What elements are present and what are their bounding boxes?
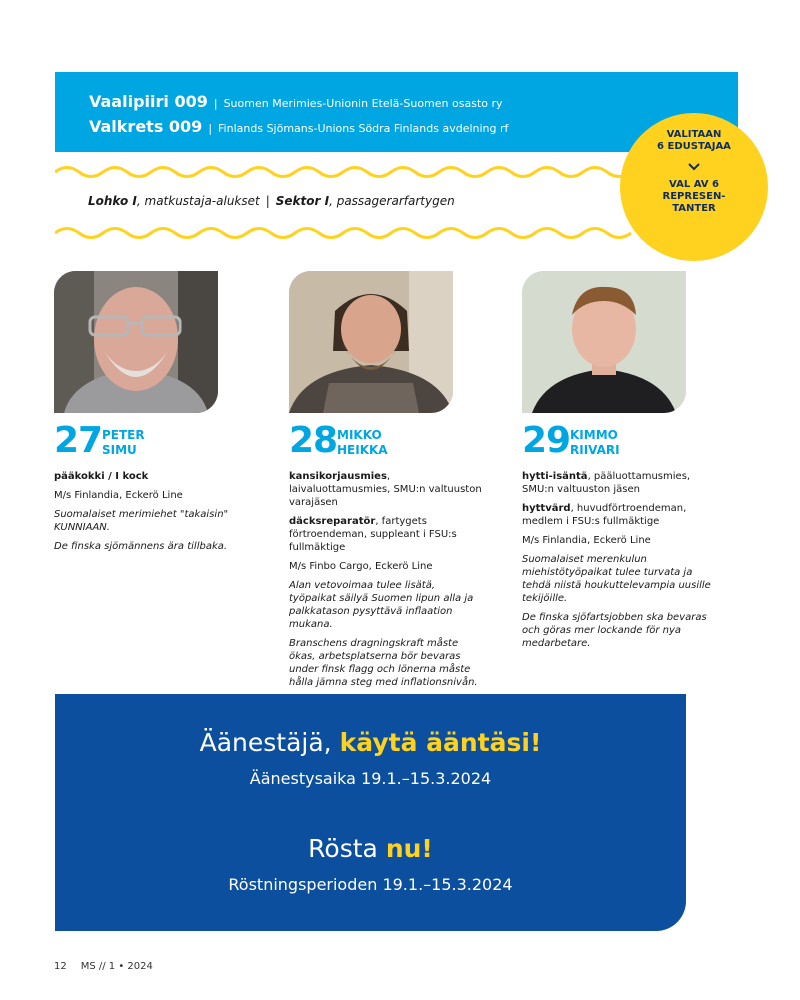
sector-line [88,194,455,208]
candidate-role-sv [289,515,485,554]
vote-heading-fi [55,728,686,757]
candidate-photo-29 [522,271,686,413]
candidate-name [570,428,650,458]
badge-sv [620,179,768,215]
chevron-down-icon [688,163,700,171]
vote-heading-sv-emphasis: nu! [385,834,433,863]
candidate-photo-28 [289,271,453,413]
badge-fi-line1: VALITAAN [666,129,722,140]
vote-heading-fi-pre: Äänestäjä, [199,728,340,757]
candidate-quote-fi: Suomalaiset merimiehet "takaisin" KUNNIAAN. [54,509,229,533]
candidate-role-desc: , pääluottamusmies, SMU:n valtuuston jäsen [522,471,691,495]
sector-fi-text: , matkustaja-alukset [136,194,260,208]
vote-period-fi: Äänestysaika 19.1.–15.3.2024 [249,769,492,788]
sector-sv-label: Sektor I [275,194,330,208]
banner-title-sv: Valkrets 009 [89,117,203,136]
candidate-last-name: RIIVARI [570,443,620,457]
badge-fi-line2: 6 EDUSTAJAA [657,141,731,152]
candidate-details [289,470,485,695]
banner-separator: | [208,122,213,135]
candidate-quote-sv: Branschens dragningskraft måste ökas, arbetsplatserna bör bevaras under finsk flagg och lönerna måste hålla jämna steg med inflationsnivån. [289,638,478,688]
candidate-name [102,428,182,458]
candidate-ship: M/s Finlandia, Eckerö Line [522,535,651,546]
candidate-role-title: pääkokki / I kock [54,471,149,482]
badge-sv-line2: REPRESEN- [662,191,726,202]
banner-subtitle-fi: Suomen Merimies-Unionin Etelä-Suomen osasto ry [223,97,503,110]
candidate-last-name: SIMU [102,443,137,457]
badge-sv-line3: TANTER [672,203,716,214]
portrait-image [522,271,686,413]
candidate-quote-fi: Suomalaiset merenkulun miehistötyöpaikat tulee turvata ja tehdä niistä houkuttelevampia uusille tekijöille. [522,554,711,604]
candidate-first-name: MIKKO [337,428,382,442]
candidate-quote-sv: De finska sjömännens ära tillbaka. [54,541,228,552]
candidate-role [522,470,718,496]
vote-heading-sv-pre: Rösta [308,834,386,863]
sector-sv-text: , passagerarfartygen [329,194,455,208]
banner-separator: | [213,97,218,110]
vote-panel [55,694,686,931]
candidate-last-name: HEIKKA [337,443,388,457]
page-footer [54,961,153,972]
candidate-role-title-sv: däcksreparatör [289,516,376,527]
banner-title-fi: Vaalipiiri 009 [89,92,208,111]
banner-subtitle-sv: Finlands Sjömans-Unions Södra Finlands avdelning rf [218,122,509,135]
portrait-image [54,271,218,413]
candidate-quote-sv: De finska sjöfartsjobben ska bevaras och göras mer lockande för nya medarbetare. [522,612,707,649]
candidate-number: 29 [522,420,571,461]
candidate-photo-27 [54,271,218,413]
candidate-role-title-sv: hyttvärd [522,503,571,514]
candidate-first-name: KIMMO [570,428,618,442]
issue-label: MS // 1 • 2024 [80,961,153,972]
representatives-badge [620,113,768,261]
candidate-role-title: hytti-isäntä [522,471,588,482]
badge-sv-line1: VAL AV 6 [669,179,719,190]
candidate-details [54,470,250,559]
candidate-ship: M/s Finbo Cargo, Eckerö Line [289,561,433,572]
banner-row-fi [89,92,503,111]
portrait-image [289,271,453,413]
candidate-number: 27 [54,420,103,461]
candidate-details [522,470,718,656]
sector-separator: | [265,194,270,208]
candidate-name [337,428,417,458]
page-number: 12 [54,961,67,972]
candidate-role-sv [522,502,718,528]
candidate-number: 28 [289,420,338,461]
candidate-quote-fi: Alan vetovoimaa tulee lisätä, työpaikat säilyä Suomen lipun alla ja palkkatason pysyttävä inflaation mukana. [289,580,474,630]
banner-row-sv [89,117,508,136]
candidate-role-title: kansikorjausmies [289,471,387,482]
badge-fi [620,129,768,153]
vote-heading-fi-emphasis: käytä ääntäsi! [339,728,542,757]
candidate-role-desc-sv: , huvudförtroendeman, medlem i FSU:s fullmäktige [522,503,687,527]
candidate-role [289,470,485,509]
sector-fi-label: Lohko I [88,194,137,208]
wave-line-bottom [55,229,631,238]
candidate-first-name: PETER [102,428,145,442]
candidate-role-desc-sv: , fartygets förtroendeman, suppleant i FSU:s fullmäktige [289,516,457,553]
candidate-role-desc: , laivaluottamusmies, SMU:n valtuuston varajäsen [289,471,482,508]
candidate-role [54,470,250,483]
candidate-ship: M/s Finlandia, Eckerö Line [54,490,183,501]
vote-heading-sv [55,834,686,863]
vote-period-sv: Röstningsperioden 19.1.–15.3.2024 [228,875,513,894]
